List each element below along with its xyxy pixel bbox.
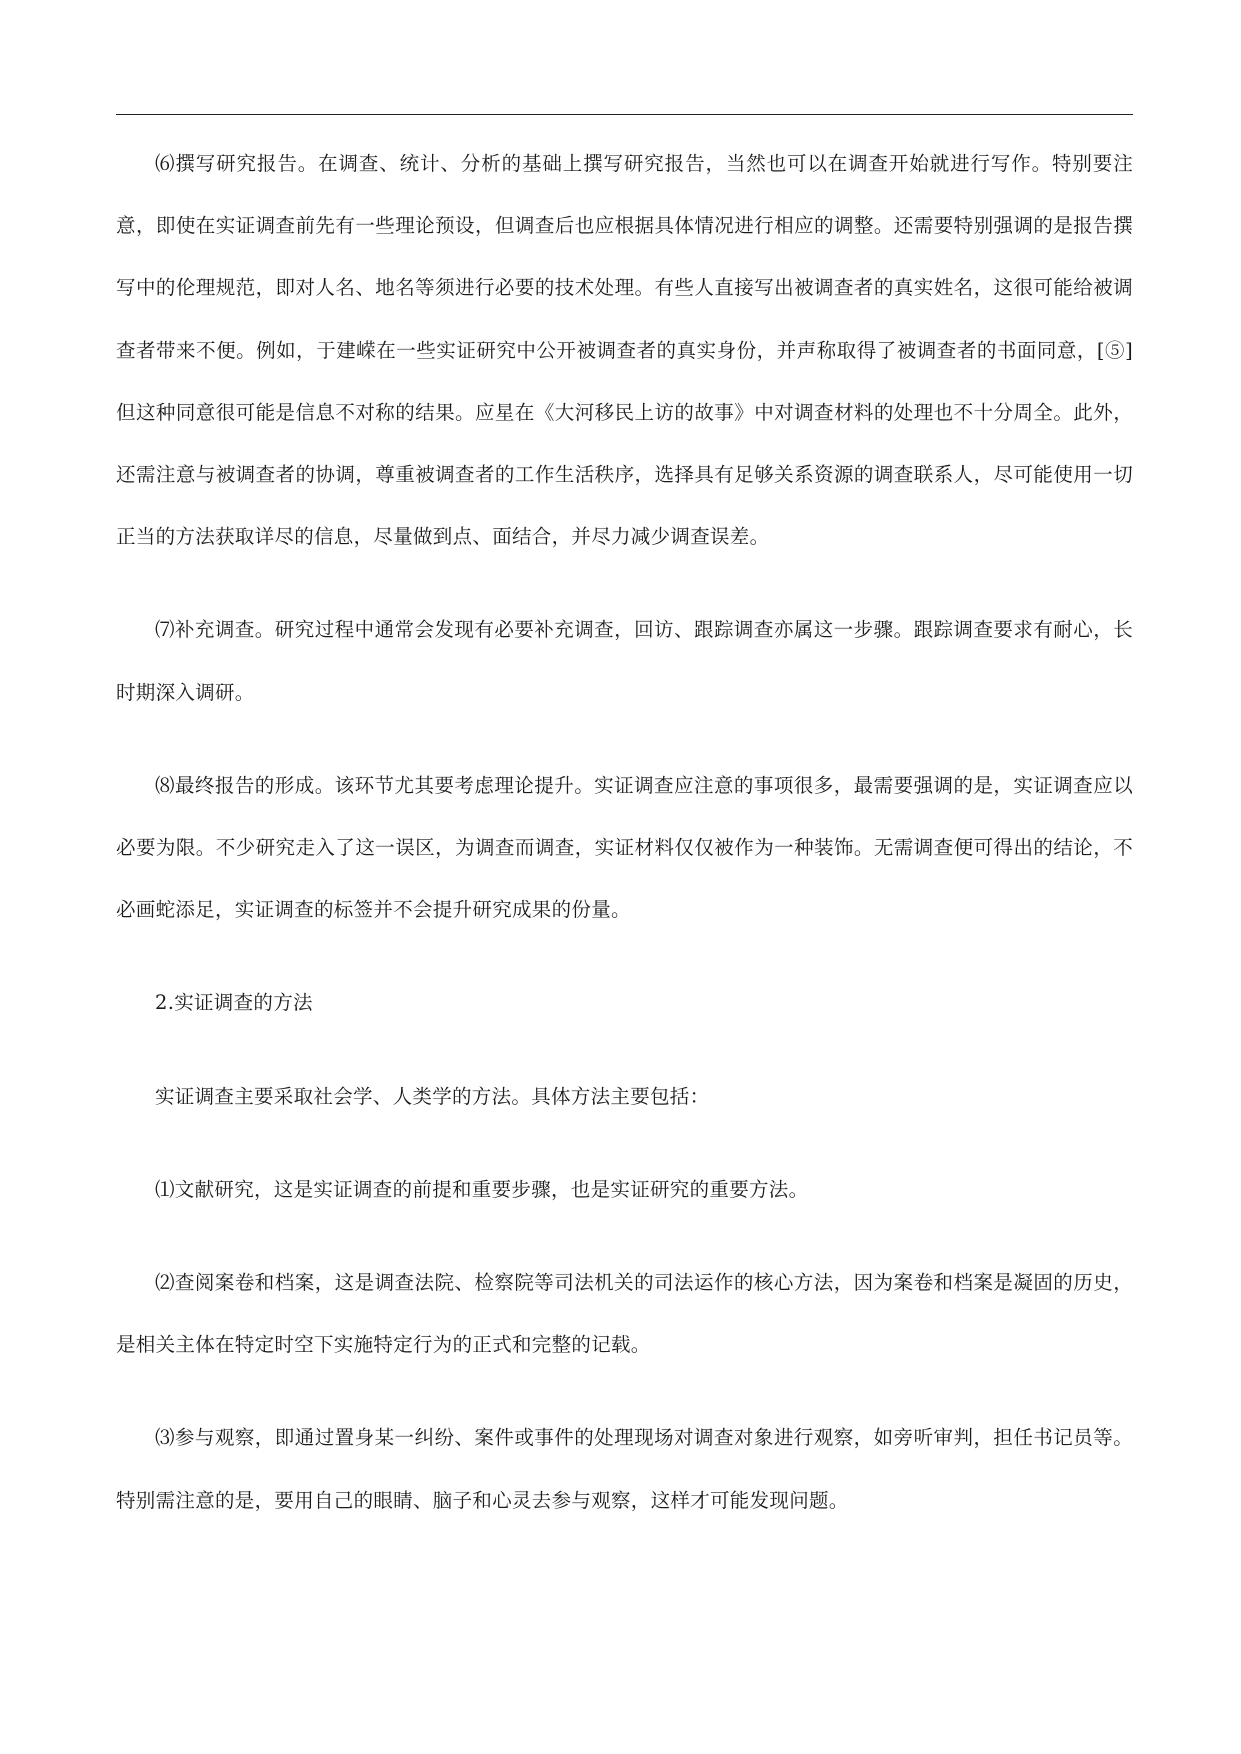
section-heading-survey-methods: 2.实证调查的方法 bbox=[155, 991, 313, 1015]
paragraph-write-report: ⑹撰写研究报告。在调查、统计、分析的基础上撰写研究报告，当然也可以在调查开始就进行写作。特别要注意，即使在实证调查前先有一些理论预设，但调查后也应根据具体情况进行相应的调整。还需要特别强调的是报告撰写中的伦理规范，即对人名、地名等须进行必要的技术处理。有些人直接写出被调查者的真实姓名，这很可能给被调查者带来不便。例如，于建嵘在一些实证研究中公开被调查者的真实身份，并声称取得了被调查者的书面同意，[⑤]但这种同意很可能是信息不对称的结果。应星在《大河移民上访的故事》中对调查材料的处理也不十分周全。此外，还需注意与被调查者的协调，尊重被调查者的工作生活秩序，选择具有足够关系资源的调查联系人，尽可能使用一切正当的方法获取详尽的信息，尽量做到点、面结合，并尽力减少调查误差。 bbox=[116, 152, 1133, 549]
paragraph-case-files: ⑵查阅案卷和档案，这是调查法院、检察院等司法机关的司法运作的核心方法，因为案卷和档案是凝固的历史，是相关主体在特定时空下实施特定行为的正式和完整的记载。 bbox=[116, 1271, 1133, 1357]
paragraph-final-report: ⑻最终报告的形成。该环节尤其要考虑理论提升。实证调查应注意的事项很多，最需要强调的是，实证调查应以必要为限。不少研究走入了这一误区，为调查而调查，实证材料仅仅被作为一种装饰。无需调查便可得出的结论，不必画蛇添足，实证调查的标签并不会提升研究成果的份量。 bbox=[116, 773, 1133, 922]
body-text bbox=[116, 133, 1133, 1563]
paragraph-methods-intro: 实证调查主要采取社会学、人类学的方法。具体方法主要包括： bbox=[155, 1084, 710, 1108]
paragraph-literature-research: ⑴文献研究，这是实证调查的前提和重要步骤，也是实证研究的重要方法。 bbox=[155, 1177, 809, 1201]
paragraph-supplementary-survey: ⑺补充调查。研究过程中通常会发现有必要补充调查，回访、跟踪调查亦属这一步骤。跟踪调查要求有耐心，长时期深入调研。 bbox=[116, 618, 1133, 704]
paragraph-participant-observation: ⑶参与观察，即通过置身某一纠纷、案件或事件的处理现场对调查对象进行观察，如旁听审判，担任书记员等。特别需注意的是，要用自己的眼睛、脑子和心灵去参与观察，这样才可能发现问题。 bbox=[116, 1426, 1133, 1512]
header-rule bbox=[116, 114, 1133, 115]
